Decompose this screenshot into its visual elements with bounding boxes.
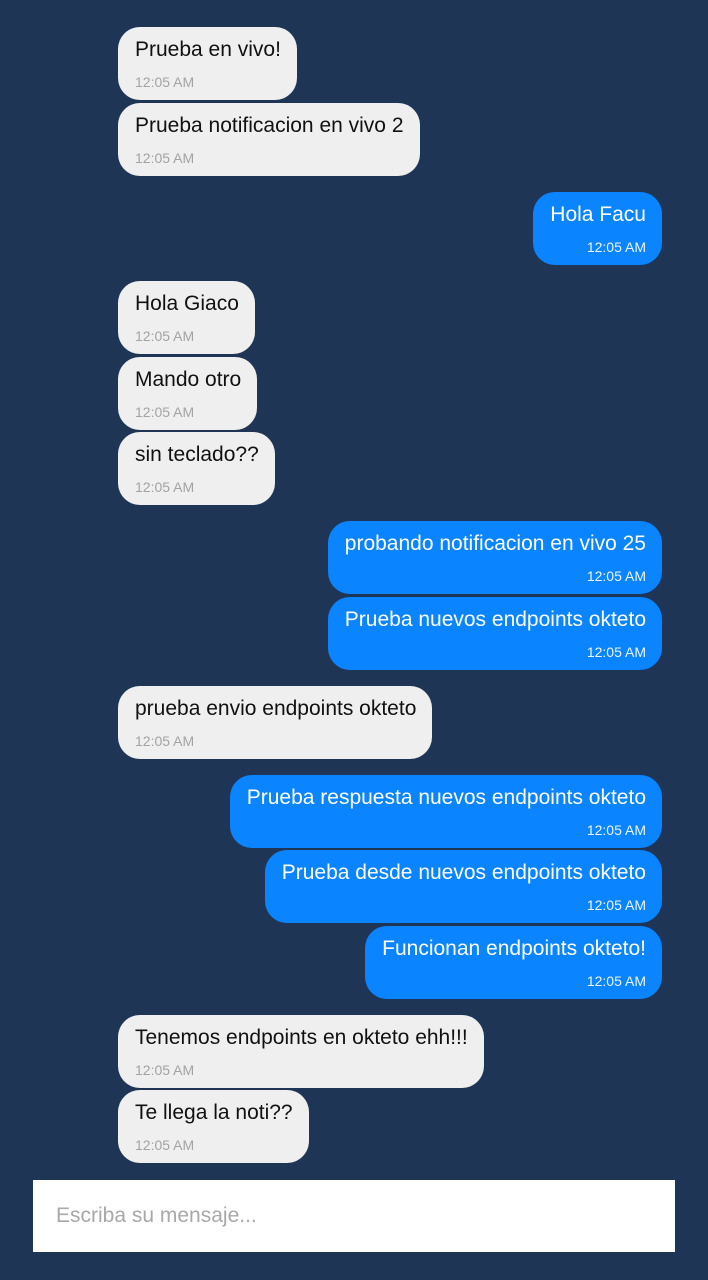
message-bubble-incoming: [118, 281, 255, 354]
message-bubble-outgoing: [230, 775, 662, 848]
message-text: sin teclado??: [135, 443, 259, 466]
message-time: 12:05 AM: [135, 733, 195, 749]
message-bubble-incoming: [118, 27, 297, 100]
message-time: 12:05 AM: [586, 973, 646, 989]
message-text: Funcionan endpoints okteto!: [382, 937, 646, 960]
message-time: 12:05 AM: [135, 1062, 195, 1078]
message-bubble-incoming: [118, 1090, 309, 1163]
message-text: Hola Giaco: [135, 292, 239, 315]
message-text: Hola Facu: [550, 203, 646, 226]
message-time: 12:05 AM: [586, 822, 646, 838]
message-text: Tenemos endpoints en okteto ehh!!!: [135, 1026, 468, 1049]
message-time: 12:05 AM: [135, 74, 195, 90]
message-text: prueba envio endpoints okteto: [135, 697, 417, 720]
message-bubble-outgoing: [265, 850, 662, 923]
message-text: Prueba respuesta nuevos endpoints okteto: [246, 786, 646, 809]
message-text: Prueba nuevos endpoints okteto: [344, 608, 646, 631]
message-bubble-outgoing: [365, 926, 662, 999]
message-time: 12:05 AM: [135, 1137, 195, 1153]
message-bubble-incoming: [118, 357, 257, 430]
message-bubble-outgoing: [533, 192, 662, 265]
message-text: Prueba desde nuevos endpoints okteto: [281, 861, 646, 884]
message-time: 12:05 AM: [135, 328, 195, 344]
message-composer: [33, 1180, 675, 1252]
message-text: probando notificacion en vivo 25: [344, 532, 646, 555]
message-time: 12:05 AM: [586, 568, 646, 584]
message-time: 12:05 AM: [135, 479, 195, 495]
message-text: Mando otro: [135, 368, 242, 391]
message-time: 12:05 AM: [135, 404, 195, 420]
message-text: Prueba en vivo!: [135, 38, 281, 61]
message-time: 12:05 AM: [586, 897, 646, 913]
message-time: 12:05 AM: [135, 150, 195, 166]
message-time: 12:05 AM: [586, 644, 646, 660]
message-bubble-outgoing: [328, 521, 662, 594]
message-bubble-incoming: [118, 432, 275, 505]
message-bubble-outgoing: [328, 597, 662, 670]
message-text: Te llega la noti??: [135, 1101, 293, 1124]
message-bubble-incoming: [118, 103, 420, 176]
message-input[interactable]: [33, 1180, 675, 1252]
message-text: Prueba notificacion en vivo 2: [135, 114, 404, 137]
message-bubble-incoming: [118, 1015, 484, 1088]
message-bubble-incoming: [118, 686, 432, 759]
message-time: 12:05 AM: [586, 239, 646, 255]
